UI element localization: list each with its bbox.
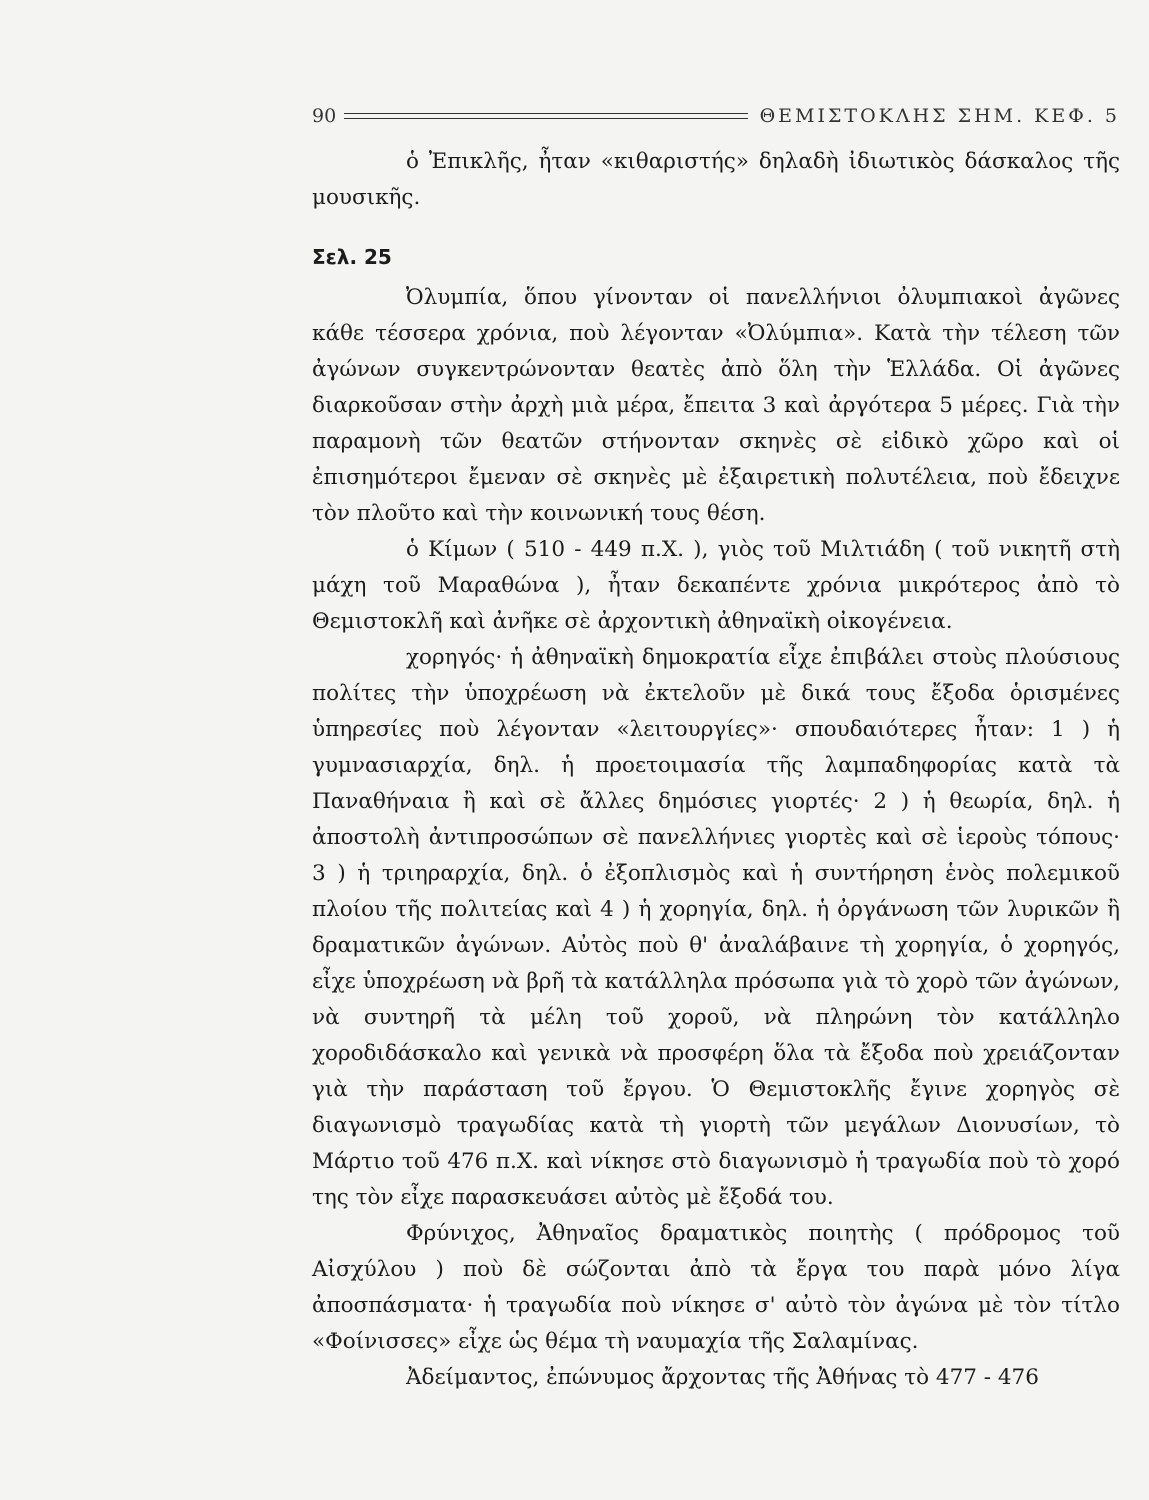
page-number: 90 — [312, 105, 337, 127]
header-rule — [344, 113, 747, 119]
running-title: ΘΕΜΙΣΤΟΚΛΗΣ ΣΗΜ. ΚΕΦ. 5 — [759, 105, 1120, 127]
notes-body — [312, 144, 1120, 1396]
section-label: Σελ. 25 — [312, 245, 392, 269]
note-choregos: χορηγός· ἡ ἀθηναϊκὴ δημοκρατία εἶχε ἐπιβάλει στοὺς πλούσιους πολίτες τὴν ὑποχρέωση νὰ ἐκτελοῦν μὲ δικά τους ἔξοδα ὁρισμένες ὑπηρεσίες ποὺ λέγονταν «λειτουργίες»· σπουδαιότερες ἦταν: 1 ) ἡ γυμνασιαρχία, δηλ. ἡ προετοιμασία τῆς λαμπαδηφορίας κατὰ τὰ Παναθήναια ἢ καὶ σὲ ἄλλες δημόσιες γιορτές· 2 ) ἡ θεωρία, δηλ. ἡ ἀποστολὴ ἀντιπροσώπων σὲ πανελλήνιες γιορτὲς καὶ σὲ ἱεροὺς τόπους· 3 ) ἡ τριηραρχία, δηλ. ὁ ἐξοπλισμὸς καὶ ἡ συντήρηση ἑνὸς πολεμικοῦ πλοίου τῆς πολιτείας καὶ 4 ) ἡ χορηγία, δηλ. ἡ ὀργάνωση τῶν λυρικῶν ἢ δραματικῶν ἀγώνων. Αὐτὸς ποὺ θ' ἀναλάβαινε τὴ χορηγία, ὁ χορηγός, εἶχε ὑποχρέωση νὰ βρῆ τὰ κατάλληλα πρόσωπα γιὰ τὸ χορὸ τῶν ἀγώνων, νὰ συντηρῆ τὰ μέλη τοῦ χοροῦ, νὰ πληρώνη τὸν κατάλληλο χοροδιδάσκαλο καὶ γενικὰ νὰ προσφέρη ὅλα τὰ ἔξοδα ποὺ χρειάζονταν γιὰ τὴν παράσταση τοῦ ἔργου. Ὁ Θεμιστοκλῆς ἔγινε χορηγὸς σὲ διαγωνισμὸ τραγωδίας κατὰ τὴ γιορτὴ τῶν μεγάλων Διονυσίων, τὸ Μάρτιο τοῦ 476 π.Χ. καὶ νίκησε στὸ διαγωνισμὸ ἡ τραγωδία ποὺ τὸ χορό της τὸν εἶχε παρασκευάσει αὐτὸς μὲ ἔξοδά του. — [312, 645, 1120, 1210]
note-olympia: Ὀλυμπία, ὅπου γίνονταν οἱ πανελλήνιοι ὀλυμπιακοὶ ἀγῶνες κάθε τέσσερα χρόνια, ποὺ λέγονταν «Ὀλύμπια». Κατὰ τὴν τέλεση τῶν ἀγώνων συγκεντρώνονταν θεατὲς ἀπὸ ὅλη τὴν Ἑλλάδα. Οἱ ἀγῶνες διαρκοῦσαν στὴν ἀρχὴ μιὰ μέρα, ἔπειτα 3 καὶ ἀργότερα 5 μέρες. Γιὰ τὴν παραμονὴ τῶν θεατῶν στήνονταν σκηνὲς σὲ εἰδικὸ χῶρο καὶ οἱ ἐπισημότεροι ἔμεναν σὲ σκηνὲς μὲ ἐξαιρετικὴ πολυτέλεια, ποὺ ἔδειχνε τὸν πλοῦτο καὶ τὴν κοινωνική τους θέση. — [312, 285, 1120, 526]
note-kimon: ὁ Κίμων ( 510 - 449 π.Χ. ), γιὸς τοῦ Μιλτιάδη ( τοῦ νικητῆ στὴ μάχη τοῦ Μαραθώνα ), ἦταν δεκαπέντε χρόνια μικρότερος ἀπὸ τὸ Θεμιστοκλῆ καὶ ἀνῆκε σὲ ἀρχοντικὴ ἀθηναϊκὴ οἰκογένεια. — [312, 537, 1120, 634]
note-adeimantos: Ἀδείμαντος, ἐπώνυμος ἄρχοντας τῆς Ἀθήνας τὸ 477 - 476 — [406, 1365, 1039, 1390]
note-phrynichos: Φρύνιχος, Ἀθηναῖος δραματικὸς ποιητὴς ( πρόδρομος τοῦ Αἰσχύλου ) ποὺ δὲ σώζονται ἀπὸ τὰ ἔργα του παρὰ μόνο λίγα ἀποσπάσματα· ἡ τραγωδία ποὺ νίκησε σ' αὐτὸ τὸν ἀγώνα μὲ τὸν τίτλο «Φοίνισσες» εἶχε ὡς θέμα τὴ ναυμαχία τῆς Σαλαμίνας. — [312, 1221, 1120, 1354]
continuation-paragraph: ὁ Ἐπικλῆς, ἦταν «κιθαριστής» δηλαδὴ ἰδιωτικὸς δάσκαλος τῆς μουσικῆς. — [312, 149, 1120, 210]
book-page — [312, 100, 1120, 1396]
running-header — [312, 100, 1120, 132]
